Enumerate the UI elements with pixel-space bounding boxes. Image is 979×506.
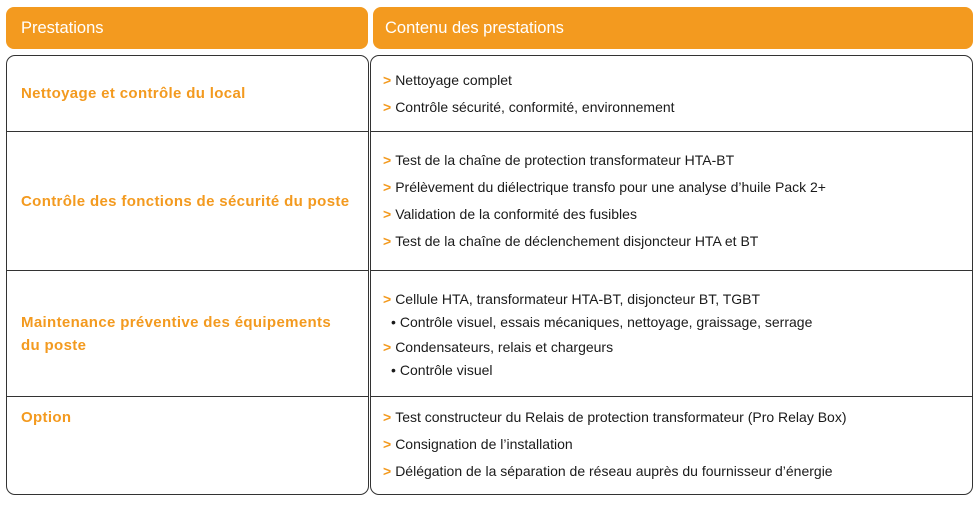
chevron-right-icon: > (383, 71, 392, 88)
list-item: > Prélèvement du diélectrique transfo pour une analyse d’huile Pack 2+ (383, 179, 826, 195)
list-item: > Nettoyage complet (383, 71, 512, 88)
bullet-icon: • (391, 361, 396, 378)
prestation-label: Contrôle des fonctions de sécurité du poste (21, 192, 350, 210)
chevron-right-icon: > (383, 152, 392, 168)
prestation-label: Option (21, 409, 72, 426)
header-prestations: Prestations (6, 7, 368, 49)
list-item: > Condensateurs, relais et chargeurs (383, 338, 614, 355)
list-item: > Validation de la conformité des fusibles (383, 206, 637, 222)
list-item: > Contrôle sécurité, conformité, environnement (383, 98, 675, 115)
chevron-right-icon: > (383, 233, 392, 249)
prestation-row (7, 397, 368, 495)
prestation-label: Nettoyage et contrôle du local (21, 85, 246, 102)
sub-list-item: • Contrôle visuel, essais mécaniques, nettoyage, graissage, serrage (391, 313, 813, 330)
prestation-label: Maintenance préventive des équipements du poste (21, 313, 332, 354)
chevron-right-icon: > (383, 206, 392, 222)
chevron-right-icon: > (383, 463, 392, 479)
prestation-row (7, 56, 368, 132)
chevron-right-icon: > (383, 409, 392, 425)
list-item: > Délégation de la séparation de réseau auprès du fournisseur d’énergie (383, 463, 833, 479)
prestation-row (7, 271, 368, 397)
chevron-right-icon: > (383, 179, 392, 195)
contenu-column (370, 55, 973, 495)
chevron-right-icon: > (383, 98, 392, 115)
contenu-row (371, 132, 972, 271)
chevron-right-icon: > (383, 290, 392, 307)
chevron-right-icon: > (383, 338, 392, 355)
header-contenu: Contenu des prestations (373, 7, 973, 49)
contenu-row (371, 397, 972, 495)
list-item: > Test de la chaîne de protection transformateur HTA-BT (383, 152, 735, 168)
list-item: > Consignation de l’installation (383, 436, 573, 452)
sub-list-item: • Contrôle visuel (391, 361, 493, 378)
bullet-icon: • (391, 313, 396, 330)
prestations-column (6, 55, 369, 495)
list-item: > Test constructeur du Relais de protection transformateur (Pro Relay Box) (383, 409, 847, 425)
list-item: > Cellule HTA, transformateur HTA-BT, disjoncteur BT, TGBT (383, 290, 761, 307)
contenu-row (371, 271, 972, 397)
list-item: > Test de la chaîne de déclenchement disjoncteur HTA et BT (383, 233, 759, 249)
prestation-row (7, 132, 368, 271)
contenu-row (371, 56, 972, 132)
chevron-right-icon: > (383, 436, 392, 452)
